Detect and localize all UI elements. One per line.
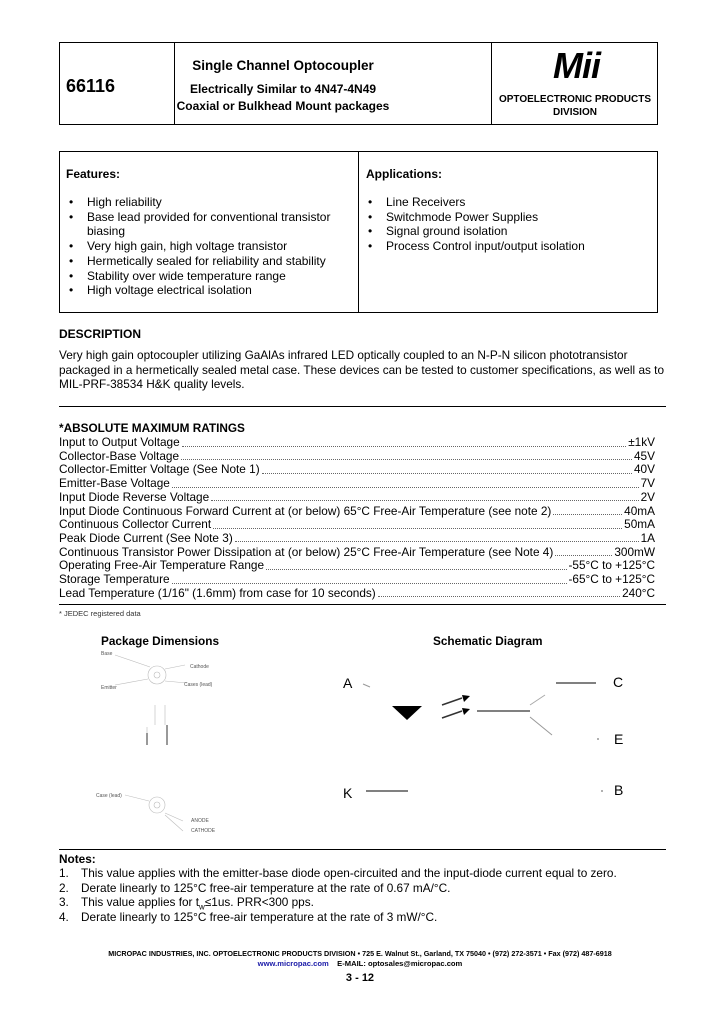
notes-heading: Notes:	[59, 852, 96, 866]
feature-item: • High reliability	[66, 195, 336, 210]
rating-row	[59, 546, 655, 560]
division-line1: OPTOELECTRONIC PRODUCTS	[498, 94, 652, 105]
rating-value: ±1kV	[628, 435, 655, 449]
features-list	[66, 195, 336, 298]
note-number: 3.	[59, 895, 69, 909]
part-number: 66116	[66, 76, 116, 96]
ratings-heading: *ABSOLUTE MAXIMUM RATINGS	[59, 421, 245, 435]
rating-row	[59, 491, 655, 505]
rating-value: 45V	[634, 448, 655, 463]
pin-c: C	[613, 674, 624, 690]
note-text: This value applies with the emitter-base diode open-circuited and the input-diode current equal to zero.	[81, 866, 617, 880]
pkg-label-case: Case (lead)	[96, 793, 122, 799]
mii-logo: Mii	[553, 45, 600, 86]
rating-label: Lead Temperature (1/16" (1.6mm) from case for 10 seconds)	[59, 585, 376, 600]
rating-row	[59, 477, 655, 491]
pkg-label-cathode: Cathode	[190, 664, 209, 670]
description-text: Very high gain optocoupler utilizing GaAlAs infrared LED optically coupled to an N-P-N silicon phototransistor packaged in a hermetically sealed metal case. These devices can be tested to customer specifications, as well as to MIL-PRF-38534 H&K quality levels.	[59, 348, 665, 391]
feature-item: • Hermetically sealed for reliability and stability	[66, 254, 336, 269]
rating-value: 1A	[640, 530, 655, 545]
rating-value: 40V	[634, 462, 655, 477]
subtitle-similar: Electrically Similar to 4N47-4N49	[189, 82, 377, 96]
application-item: • Line Receivers	[365, 195, 645, 210]
note-number: 1.	[59, 866, 69, 880]
pkg-label-cathode2: CATHODE	[191, 828, 216, 834]
rating-label: Operating Free-Air Temperature Range	[59, 558, 265, 573]
rating-label: Storage Temperature	[59, 572, 170, 586]
note-text: Derate linearly to 125°C free-air temperature at the rate of 0.67 mA/°C.	[81, 880, 451, 895]
rating-label: Emitter-Base Voltage	[59, 476, 170, 491]
rating-value: 50mA	[624, 517, 655, 532]
rating-label: Continuous Transistor Power Dissipation at (or below) 25°C Free-Air Temperature (see Note 4)	[59, 544, 554, 559]
rating-row	[59, 532, 655, 546]
note-item	[59, 881, 450, 896]
rating-row	[59, 559, 655, 573]
pin-e: E	[614, 731, 624, 747]
rating-row	[59, 587, 655, 601]
subtitle-mount: Coaxial or Bulkhead Mount packages	[176, 99, 390, 113]
applications-list	[365, 195, 645, 254]
features-divider	[358, 151, 359, 313]
feature-item: • High voltage electrical isolation	[66, 283, 336, 298]
application-item: • Signal ground isolation	[365, 224, 645, 239]
rating-row	[59, 573, 655, 587]
schematic-heading: Schematic Diagram	[433, 634, 543, 648]
application-item: • Switchmode Power Supplies	[365, 210, 645, 225]
footer-contact	[0, 959, 720, 968]
feature-item: • Very high gain, high voltage transistor	[66, 239, 336, 254]
applications-heading: Applications:	[366, 167, 443, 181]
pkg-label-base: Base	[101, 651, 113, 657]
rating-label: Collector-Base Voltage	[59, 448, 180, 463]
feature-item: • Stability over wide temperature range	[66, 269, 336, 284]
rating-label: Input Diode Reverse Voltage	[59, 489, 210, 504]
rating-label: Input Diode Continuous Forward Current at (or below) 65°C Free-Air Temperature (see note 2)	[59, 503, 552, 518]
schematic-drawing	[330, 660, 640, 810]
rating-value: 7V	[640, 476, 655, 491]
rating-label: Continuous Collector Current	[59, 517, 212, 532]
rating-value: -65°C to +125°C	[568, 572, 655, 586]
description-heading: DESCRIPTION	[59, 327, 142, 341]
note-number: 2.	[59, 880, 69, 895]
rating-row	[59, 450, 655, 464]
pin-b: B	[614, 782, 624, 798]
footer-company: MICROPAC INDUSTRIES, INC. OPTOELECTRONIC PRODUCTS DIVISION • 725 E. Walnut St., Garland, TX 75040 • (972) 272-3571 • Fax (972) 487-6918	[108, 949, 612, 958]
rating-value: 40mA	[624, 503, 655, 518]
pkg-label-emitter: Emitter	[101, 685, 117, 691]
rating-value: -55°C to +125°C	[568, 558, 655, 573]
application-item: • Process Control input/output isolation	[365, 239, 645, 254]
rating-label: Collector-Emitter Voltage (See Note 1)	[59, 462, 260, 477]
page-title: Single Channel Optocoupler	[192, 58, 374, 73]
rating-row	[59, 436, 655, 450]
package-drawing	[95, 645, 245, 845]
rating-row	[59, 518, 655, 532]
pkg-label-anode: ANODE	[191, 818, 209, 824]
note-text: This value applies for $t_w\le 1us$. PRR<300 pps.	[81, 895, 314, 912]
footer-website[interactable]: www.micropac.com	[257, 959, 329, 968]
notes-rule	[59, 849, 666, 850]
rating-label: Peak Diode Current (See Note 3)	[59, 530, 233, 545]
features-heading: Features:	[66, 167, 121, 181]
rating-row	[59, 463, 655, 477]
note-item	[59, 866, 617, 881]
rating-value: 2V	[640, 489, 655, 504]
jedec-footnote: * JEDEC registered data	[59, 609, 141, 618]
rating-label: Input to Output Voltage	[59, 435, 180, 449]
pkg-label-cases: Cases (lead)	[184, 682, 213, 688]
footer-email[interactable]: E-MAIL: optosales@micropac.com	[337, 959, 463, 968]
package-heading: Package Dimensions	[101, 634, 220, 648]
page-number: 3 - 12	[345, 972, 375, 984]
ratings-rule	[59, 604, 666, 605]
pin-k: K	[343, 785, 353, 801]
note-number: 4.	[59, 909, 69, 924]
rating-row	[59, 505, 655, 519]
rating-value: 300mW	[614, 544, 655, 559]
division-line2: DIVISION	[553, 107, 597, 118]
section-rule	[59, 406, 666, 407]
rating-value: 240°C	[622, 585, 655, 600]
pin-a: A	[343, 675, 353, 691]
feature-item: • Base lead provided for conventional transistor biasing	[66, 210, 336, 239]
note-item	[59, 910, 437, 925]
note-text: Derate linearly to 125°C free-air temperature at the rate of 3 mW/°C.	[81, 909, 438, 924]
